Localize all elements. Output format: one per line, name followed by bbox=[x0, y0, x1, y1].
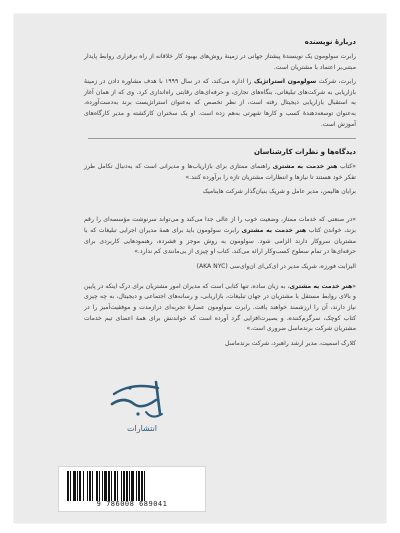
barcode-bar bbox=[121, 471, 122, 501]
review-1-start: «کتاب bbox=[337, 163, 357, 171]
review-3-start: « bbox=[352, 282, 356, 290]
barcode-bar bbox=[138, 471, 140, 501]
publisher-logo bbox=[102, 374, 172, 438]
review-3-book-title: هنر خدمت به مشتری bbox=[289, 282, 353, 290]
barcode-bar bbox=[102, 471, 103, 501]
review-2-start: «در صنعتی که خدمات ممتاز، وضعیت خوب را از عالی جدا می‌کند و می‌تواند سرنوشت مؤسسه‌ای را رقم بزند، خواندن کتاب bbox=[84, 216, 356, 234]
barcode-bar bbox=[87, 471, 88, 501]
review-1-book-title: هنر خدمت به مشتری bbox=[272, 163, 338, 171]
barcode-bar bbox=[104, 471, 107, 501]
review-2-book-title: هنر خدمت به مشتری bbox=[241, 226, 307, 234]
barcode-bar bbox=[141, 471, 143, 501]
reviews-heading: دیدگاه‌ها و نظرات کارشناسان bbox=[253, 148, 356, 157]
isbn-barcode bbox=[58, 466, 206, 512]
barcode-bar bbox=[73, 471, 76, 501]
company-name: سولومون استراتژیک bbox=[253, 78, 317, 86]
barcode-bar bbox=[111, 471, 112, 501]
review-3-end: ، به زبان ساده، تنها کتابی است که مدیران امور مشتریان برای درک اینکه در پایین و بالای روابط مستقل با مشتریان در جهان تبلیغات، بازاریابی، و رسانه‌های اجتماعی و دیجیتال، به چه چیزی نیاز دارند، آن را ارزشمند خواهند یافت. رابرت سولومون عصارهٔ تجربه‌ای درازمدت و موفقیت‌آمیز را در کتاب کوچک، سرگرم‌کننده، و بصیرت‌افزایی گرد آورده است که خواندنش برای همهٔ اعضای تیم خدمات مشتریان شرکت برندماسل ضروری است.» bbox=[84, 282, 356, 333]
review-3-quote bbox=[84, 282, 356, 335]
review-3-author: کلارک اسمیت، مدیر ارشد راهبرد، شرکت برندماسل bbox=[224, 339, 356, 347]
review-1-author: برایان هالیمن، مدیر عامل و شریک بنیان‌گذار شرکت هاینامیک bbox=[202, 188, 356, 196]
about-paragraph-1: رابرت سولومون یک نویسندهٔ پیشتاز جهانی در زمینهٔ روش‌های بهبود کار خلاقانه از راه برقراری روابط پایدار مبتنی‌بر اعتماد با مشتریان است. bbox=[84, 53, 356, 71]
review-2-end: رابرت سولومون باید برای همهٔ مدیران اجرایی تبلیغات که با مشتریان سروکار دارند الزامی شود. سولومون به روش موجز و فشرده، رهنمودهایی کاربردی برای حرفه‌ای‌ها در تمام سطوح کسب‌وکار ارائه می‌کند. کتاب او چیزی از بی‌مانندی کم ندارد.» bbox=[84, 226, 356, 256]
about-p2-start: رابرت، شرکت bbox=[316, 78, 356, 86]
review-1-end: راهنمای ممتازی برای بازاریاب‌ها و مدیرانی است که به‌دنبال تکامل طرز تفکر خود هستند تا نیازها و انتظارات مشتریان تازه را برآورده کنند.» bbox=[84, 163, 356, 181]
barcode-bar bbox=[67, 471, 69, 501]
review-2-quote bbox=[84, 215, 356, 257]
barcode-bar bbox=[79, 471, 81, 501]
barcode-bar bbox=[114, 471, 116, 501]
barcode-bars bbox=[67, 471, 199, 501]
isbn-number: 9 786008 689041 bbox=[96, 500, 168, 508]
publisher-logo-graphic bbox=[102, 374, 172, 438]
barcode-bar bbox=[89, 471, 91, 501]
review-1-quote bbox=[84, 162, 356, 183]
barcode-bar bbox=[99, 471, 100, 501]
section-divider bbox=[88, 138, 356, 139]
barcode-bar bbox=[123, 471, 125, 501]
barcode-bar bbox=[136, 471, 137, 501]
cover-text bbox=[84, 38, 356, 359]
barcode-bar bbox=[126, 471, 128, 501]
review-2-author: الیزابت فورزه، شریک مدیر در ای‌کی‌ای ان‌وای‌سی (AKA NYC) bbox=[196, 262, 356, 270]
barcode-bar bbox=[96, 471, 98, 501]
barcode-bar bbox=[108, 471, 110, 501]
about-author-heading: دربارهٔ نویسنده bbox=[304, 38, 356, 46]
about-p2-end: را اداره می‌کند، که در سال ۱۹۹۹ با هدف مشاوره دادن در زمینهٔ بازاریابی به شرکت‌های تبلیغاتی، بنگاه‌های تجاری، و حرفه‌ای‌های رقابتی راه‌اندازی کرد. وی که از همان آغاز به استقبال بازاریابی دیجیتال رفته است، از نظر تخصص که به‌عنوان استراتژیست برند به‌دست‌آورده، به‌عنوان توسعه‌دهندهٔ کسب و کارها شهرتی به‌هم زده است. او یک سخنران کارکشته و مدیر کارگاه‌های آموزش است. bbox=[84, 78, 356, 128]
barcode-bar bbox=[117, 471, 118, 501]
barcode-bar bbox=[129, 471, 130, 501]
publisher-subtitle: انتشارات bbox=[126, 424, 158, 433]
barcode-bar bbox=[131, 471, 134, 501]
barcode-bar bbox=[92, 471, 93, 501]
publisher-name: مبلغان bbox=[134, 404, 138, 405]
barcode-bar bbox=[77, 471, 78, 501]
about-paragraph-2 bbox=[84, 77, 356, 130]
barcode-bar bbox=[144, 471, 145, 501]
barcode-bar bbox=[83, 471, 84, 501]
barcode-bar bbox=[70, 471, 71, 501]
